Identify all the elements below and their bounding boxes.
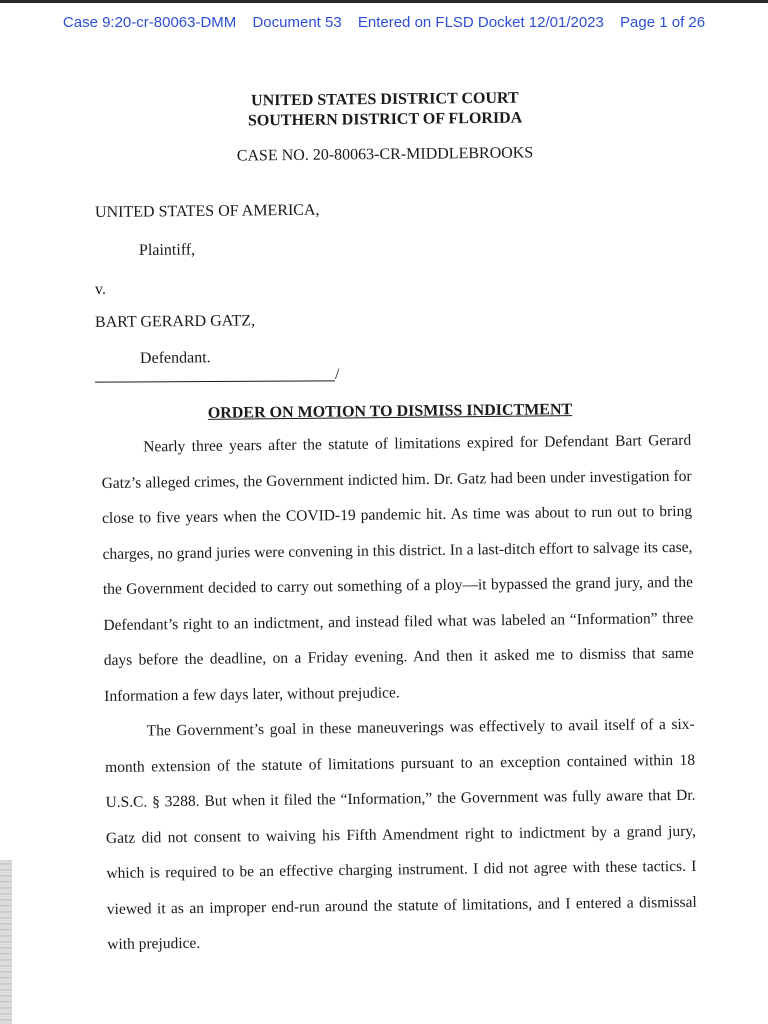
docket-header	[0, 14, 768, 31]
docket-case-number: Case 9:20-cr-80063-DMM	[62, 14, 237, 31]
scan-edge-artifact	[0, 860, 12, 1024]
body-paragraph-1: Nearly three years after the statute of limitations expired for Defendant Bart Gerard Gatz’s alleged crimes, the Government indicted him. Dr. Gatz had been under investigation for close to five years when the COVID-19 pandemic hit. As time was about to run out to bring charges, no grand juries were convening in this district. In a last-ditch effort to salvage its case, the Government decided to carry out something of a ploy—it bypassed the grand jury, and the Defendant’s right to an indictment, and instead filed what was labeled an “Information” three days before the deadline, on a Friday evening. And then it asked me to dismiss that same Information a few days later, without prejudice.	[101, 431, 694, 705]
versus-label: v.	[94, 280, 107, 298]
court-title	[0, 86, 768, 134]
defendant-name: BART GERARD GATZ,	[94, 312, 256, 331]
plaintiff-name: UNITED STATES OF AMERICA,	[94, 201, 320, 221]
docket-entered-date: Entered on FLSD Docket 12/01/2023	[357, 14, 604, 31]
docket-page-number: Page 1 of 26	[620, 14, 706, 31]
case-number: CASE NO. 20-80063-CR-MIDDLEBROOKS	[236, 144, 534, 165]
caption-slash: /	[335, 366, 340, 383]
court-name: UNITED STATES DISTRICT COURT	[251, 89, 519, 110]
order-title: ORDER ON MOTION TO DISMISS INDICTMENT	[207, 401, 573, 422]
docket-document-number: Document 53	[252, 14, 342, 31]
body-paragraph-2: The Government’s goal in these maneuverings was effectively to avail itself of a six-month extension of the statute of limitations pursuant to an exception contained within 18 U.S.C. § 3288. But when it filed the “Information,” the Government was fully aware that Dr. Gatz did not consent to waiving his Fifth Amendment right to indictment by a grand jury, which is required to be an effective charging instrument. I did not agree with these tactics. I viewed it as an improper end-run around the statute of limitations, and I entered a dismissal with prejudice.	[105, 715, 697, 953]
top-border-rule	[0, 0, 768, 3]
plaintiff-role: Plaintiff,	[138, 241, 196, 259]
caption-signature-rule	[95, 380, 335, 382]
defendant-role: Defendant.	[139, 349, 211, 367]
order-body	[101, 423, 697, 963]
court-district: SOUTHERN DISTRICT OF FLORIDA	[247, 109, 523, 130]
